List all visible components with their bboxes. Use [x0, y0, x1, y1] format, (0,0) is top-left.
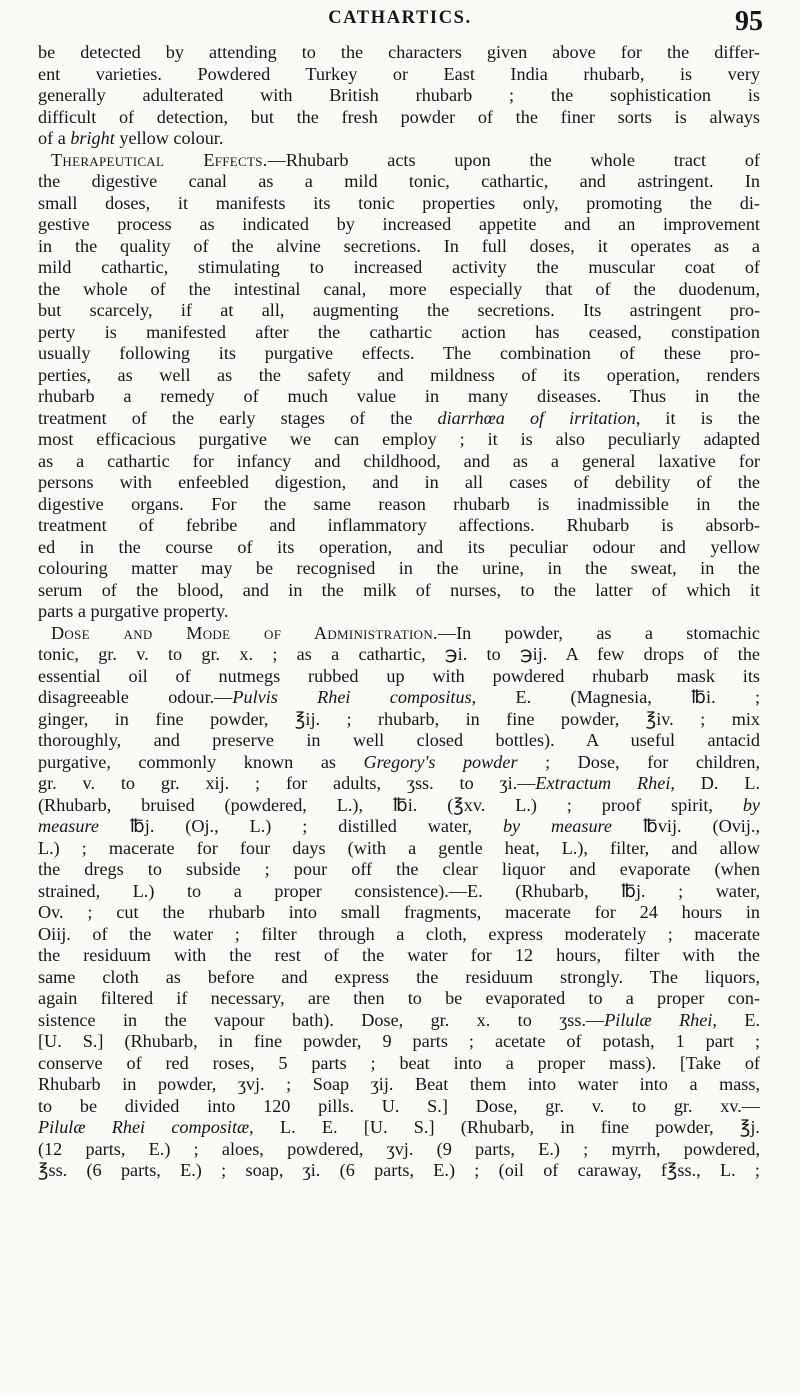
italic-text: by	[742, 794, 760, 815]
text-run: conserve of red roses, 5 parts ; beat into a proper mass). [Take of	[38, 1052, 760, 1073]
text-run: again filtered if necessary, are then to be evaporated to a proper con-	[38, 988, 760, 1008]
text-line	[38, 515, 760, 537]
italic-text: Pilulæ Rhei compositæ	[38, 1117, 250, 1137]
text-run: essential oil of nutmegs rubbed up with powdered rhubarb mask its	[38, 665, 760, 686]
italic-text: Pilulæ Rhei	[604, 1009, 713, 1030]
text-line	[38, 601, 760, 623]
text-line	[38, 988, 760, 1010]
text-run: gestive process as indicated by increased appetite and an improvement	[38, 214, 760, 234]
italic-text: diarrhœa of irritation	[437, 407, 636, 428]
text-run: small doses, it manifests its tonic properties only, promoting the di-	[38, 192, 760, 213]
text-run: same cloth as before and express the residuum strongly. The liquors,	[38, 966, 760, 987]
text-line	[38, 85, 760, 107]
text-run: L.) ; macerate for four days (with a gentle heat, L.), filter, and allow	[38, 837, 760, 858]
italic-text: bright	[70, 128, 115, 148]
section-heading: Dose and Mode of Administration.	[51, 622, 438, 643]
text-run: parts a purgative property.	[38, 601, 229, 621]
text-run: Oiij. of the water ; filter through a cloth, express moderately ; macerate	[38, 923, 760, 944]
text-run: sistence in the vapour bath). Dose, gr. x. to ʒss.—	[38, 1009, 605, 1030]
text-line	[38, 967, 760, 989]
text-run: , E.	[712, 1009, 760, 1030]
text-line	[38, 64, 760, 86]
text-run: , E. (Magnesia, ℔i. ;	[471, 687, 760, 707]
text-run: —In powder, as a stomachic	[437, 622, 760, 643]
text-line	[38, 343, 760, 365]
text-run: the residuum with the rest of the water for 12 hours, filter with the	[38, 945, 760, 965]
text-run: in the quality of the alvine secretions. In full doses, it operates as a	[38, 235, 760, 256]
text-line	[38, 1139, 760, 1161]
text-run: ed in the course of its operation, and its peculiar odour and yellow	[38, 536, 760, 557]
text-line	[38, 494, 760, 516]
text-line	[38, 1010, 760, 1032]
text-line	[38, 730, 760, 752]
text-line	[38, 773, 760, 795]
text-run: generally adulterated with British rhubarb ; the sophistication is	[38, 85, 760, 105]
text-run: Rhubarb in powder, ʒvj. ; Soap ʒij. Beat them into water into a mass,	[38, 1074, 760, 1094]
text-line	[38, 644, 760, 666]
text-line	[38, 666, 760, 688]
text-run: (12 parts, E.) ; aloes, powdered, ʒvj. (9 parts, E.) ; myrrh, powdered,	[38, 1138, 760, 1159]
text-run: (Rhubarb, bruised (powdered, L.), ℔i. (℥xv. L.) ; proof spirit,	[38, 794, 743, 815]
text-line	[38, 236, 760, 258]
text-line	[38, 322, 760, 344]
text-line	[38, 1031, 760, 1053]
text-line	[38, 537, 760, 559]
text-line	[38, 1117, 760, 1139]
text-run: Ov. ; cut the rhubarb into small fragments, macerate for 24 hours in	[38, 902, 760, 922]
text-run: ginger, in fine powder, ℥ij. ; rhubarb, in fine powder, ℥iv. ; mix	[38, 708, 760, 729]
text-line	[38, 42, 760, 64]
text-run: thoroughly, and preserve in well closed bottles). A useful antacid	[38, 730, 760, 750]
text-line	[38, 171, 760, 193]
text-run: usually following its purgative effects. The combination of these pro-	[38, 343, 760, 363]
text-run: disagreeable odour.—	[38, 687, 233, 707]
text-run: persons with enfeebled digestion, and in all cases of debility of the	[38, 472, 760, 492]
text-line	[38, 924, 760, 946]
text-run: —Rhubarb acts upon the whole tract of	[267, 149, 760, 170]
text-run: treatment of the early stages of the	[38, 407, 438, 428]
text-run: yellow colour.	[114, 128, 224, 148]
text-run: ; Dose, for children,	[517, 751, 760, 772]
section-heading: Therapeutical Effects.	[51, 149, 268, 170]
italic-text: measure	[38, 816, 99, 836]
italic-text: Gregory's powder	[363, 751, 518, 772]
text-line	[38, 623, 760, 645]
text-run: of a	[38, 128, 71, 148]
text-line	[38, 881, 760, 903]
text-line	[38, 279, 760, 301]
italic-text: Pulvis Rhei compositus	[232, 687, 472, 707]
text-line	[38, 687, 760, 709]
text-run: ℔vij. (Ovij.,	[612, 816, 761, 836]
text-line	[38, 1096, 760, 1118]
text-run: the dregs to subside ; pour off the clear liquor and evaporate (when	[38, 859, 760, 879]
text-line	[38, 709, 760, 731]
text-run: digestive organs. For the same reason rhubarb is inadmissible in the	[38, 493, 760, 514]
text-run: serum of the blood, and in the milk of nurses, to the latter of which it	[38, 579, 760, 600]
text-run: ℔j. (Oj., L.) ; distilled water,	[98, 816, 503, 836]
text-line	[38, 558, 760, 580]
text-run: the whole of the intestinal canal, more especially that of the duodenum,	[38, 278, 760, 299]
text-line	[38, 838, 760, 860]
text-run: treatment of febribe and inflammatory affections. Rhubarb is absorb-	[38, 515, 760, 535]
text-line	[38, 472, 760, 494]
text-run: as a cathartic for infancy and childhood, and as a general laxative for	[38, 450, 760, 471]
text-line	[38, 1160, 760, 1182]
text-run: , D. L.	[670, 773, 761, 793]
text-line	[38, 816, 760, 838]
text-run: gr. v. to gr. xij. ; for adults, ʒss. to ʒi.—	[38, 773, 536, 793]
running-head	[0, 6, 800, 40]
text-line	[38, 150, 760, 172]
text-run: colouring matter may be recognised in the urine, in the sweat, in the	[38, 558, 760, 578]
text-run: be detected by attending to the characters given above for the differ-	[38, 42, 760, 62]
text-line	[38, 365, 760, 387]
italic-text: Extractum Rhei	[535, 773, 671, 793]
text-run: perties, as well as the safety and mildness of its operation, renders	[38, 364, 760, 385]
page-number: 95	[735, 6, 763, 37]
text-run: purgative, commonly known as	[38, 751, 364, 772]
text-line	[38, 945, 760, 967]
text-run: tonic, gr. v. to gr. x. ; as a cathartic, ℈i. to ℈ij. A few drops of the	[38, 644, 760, 664]
text-run: but scarcely, if at all, augmenting the secretions. Its astringent pro-	[38, 300, 760, 320]
text-line	[38, 1074, 760, 1096]
text-line	[38, 795, 760, 817]
text-run: the digestive canal as a mild tonic, cathartic, and astringent. In	[38, 171, 760, 191]
text-line	[38, 300, 760, 322]
text-line	[38, 859, 760, 881]
text-line	[38, 902, 760, 924]
text-run: mild cathartic, stimulating to increased activity the muscular coat of	[38, 257, 760, 277]
text-run: [U. S.] (Rhubarb, in fine powder, 9 parts ; acetate of potash, 1 part ;	[38, 1031, 760, 1051]
text-line	[38, 107, 760, 129]
text-run: , L. E. [U. S.] (Rhubarb, in fine powder, ℥j.	[249, 1117, 760, 1137]
text-line	[38, 193, 760, 215]
text-line	[38, 257, 760, 279]
text-line	[38, 752, 760, 774]
italic-text: by measure	[502, 816, 613, 836]
text-run: ℥ss. (6 parts, E.) ; soap, ʒi. (6 parts, E.) ; (oil of caraway, f℥ss., L. ;	[38, 1160, 760, 1180]
text-line	[38, 386, 760, 408]
text-line	[38, 580, 760, 602]
text-run: , it is the	[635, 407, 760, 428]
text-line	[38, 408, 760, 430]
text-run: to be divided into 120 pills. U. S.] Dose, gr. v. to gr. xv.—	[38, 1095, 760, 1116]
body-text	[38, 42, 760, 1182]
text-line	[38, 214, 760, 236]
text-run: ent varieties. Powdered Turkey or East India rhubarb, is very	[38, 63, 760, 84]
text-run: rhubarb a remedy of much value in many diseases. Thus in the	[38, 386, 760, 406]
text-line	[38, 429, 760, 451]
text-line	[38, 1053, 760, 1075]
running-title: CATHARTICS.	[328, 8, 472, 28]
text-line	[38, 451, 760, 473]
text-run: strained, L.) to a proper consistence).—E. (Rhubarb, ℔j. ; water,	[38, 880, 760, 901]
text-run: difficult of detection, but the fresh powder of the finer sorts is always	[38, 106, 760, 127]
text-line	[38, 128, 760, 150]
text-run: perty is manifested after the cathartic action has ceased, constipation	[38, 321, 760, 342]
text-run: most efficacious purgative we can employ ; it is also peculiarly adapted	[38, 429, 760, 449]
